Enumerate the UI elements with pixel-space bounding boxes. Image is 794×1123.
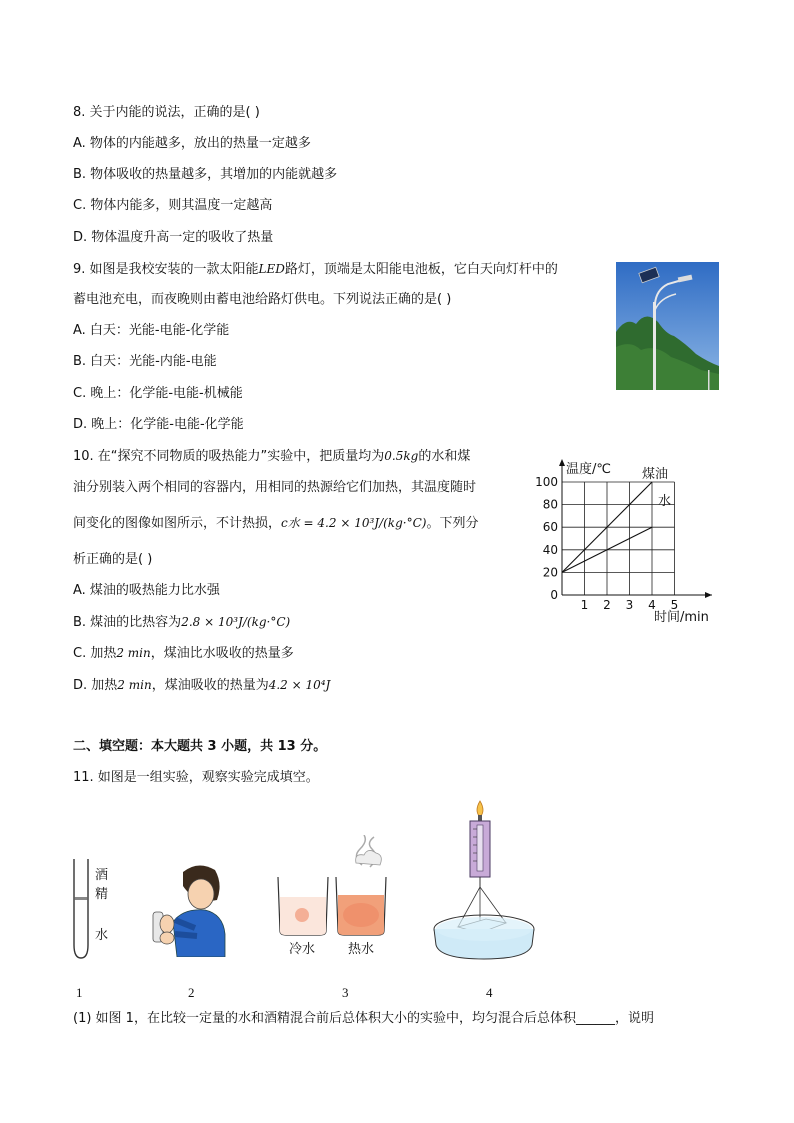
street-lamp-photo — [616, 262, 719, 390]
y-tick-label: 20 — [542, 565, 558, 580]
q11-subquestion-1: (1) 如图 1，在比较一定量的水和酒精混合前后总体积大小的实验中，均匀混合后总体积______，说明 — [73, 1011, 654, 1026]
q9-option-a: A. 白天：光能-电能-化学能 — [73, 323, 230, 338]
q8-option-a: A. 物体的内能越多，放出的热量一定越多 — [73, 136, 311, 151]
y-tick-label: 80 — [542, 497, 558, 512]
x-tick-label: 4 — [648, 598, 656, 612]
y-axis-label: 温度/℃ — [566, 462, 611, 477]
figure-number-4: 4 — [486, 985, 493, 1000]
q10-stem-line4: 析正确的是( ) — [73, 552, 153, 567]
figure-2-child-shaking-tube — [143, 862, 228, 957]
figure-4-spring-scale-water — [430, 795, 550, 965]
y-axis-arrow — [559, 459, 565, 466]
y-tick-label: 60 — [542, 520, 558, 535]
y-tick-label: 40 — [542, 542, 558, 557]
temperature-time-chart — [530, 455, 730, 630]
series-label: 水 — [658, 494, 672, 510]
q8-option-d: D. 物体温度升高一定的吸收了热量 — [73, 230, 274, 245]
x-axis-arrow — [705, 592, 712, 598]
q8-stem: 8. 关于内能的说法，正确的是( ) — [73, 105, 260, 120]
figure-3-hot-water-label: 热水 — [348, 942, 375, 957]
q10-stem-line1: 10. 在“探究不同物质的吸热能力”实验中，把质量均为0.5kg的水和煤 — [73, 449, 471, 464]
x-tick-label: 1 — [580, 598, 589, 612]
q9-option-c: C. 晚上：化学能-电能-机械能 — [73, 386, 243, 401]
q9-option-d: D. 晚上：化学能-电能-化学能 — [73, 417, 244, 432]
figure-number-1: 1 — [76, 985, 83, 1000]
figure-3-beakers — [272, 835, 392, 940]
section-heading: 二、填空题：本大题共 3 小题，共 13 分。 — [73, 739, 327, 754]
q9-stem-line1: 9. 如图是我校安装的一款太阳能LED路灯，顶端是太阳能电池板，它白天向灯杆中的 — [73, 262, 558, 277]
q8-option-b: B. 物体吸收的热量越多，其增加的内能就越多 — [73, 167, 338, 182]
x-tick-label: 5 — [670, 598, 679, 612]
x-tick-label: 2 — [603, 598, 611, 612]
q9-option-b: B. 白天：光能-内能-电能 — [73, 354, 217, 369]
q10-option-b: B. 煤油的比热容为2.8 × 10³J/(kg·°C) — [73, 615, 291, 630]
series-label: 煤油 — [642, 467, 669, 482]
q10-option-c: C. 加热2 min，煤油比水吸收的热量多 — [73, 646, 294, 661]
q10-option-d: D. 加热2 min，煤油吸收的热量为4.2 × 10⁴J — [73, 678, 331, 693]
figure-1-water-label: 水 — [95, 928, 109, 943]
x-axis-label: 时间/min — [654, 610, 709, 625]
q10-stem-line2: 油分别装入两个相同的容器内，用相同的热源给它们加热，其温度随时 — [73, 480, 477, 495]
figure-number-3: 3 — [342, 985, 349, 1000]
q9-stem-line2: 蓄电池充电，而夜晚则由蓄电池给路灯供电。下列说法正确的是( ) — [73, 292, 452, 307]
x-tick-label: 3 — [625, 598, 634, 612]
y-tick-label: 100 — [535, 475, 558, 489]
y-tick-label: 0 — [550, 588, 558, 602]
figure-1-alcohol-label: 酒 精 — [95, 868, 109, 902]
q10-stem-line3: 间变化的图像如图所示，不计热损，c水 = 4.2 × 10³J/(kg·°C)。下列分 — [73, 516, 479, 531]
q11-stem: 11. 如图是一组实验，观察实验完成填空。 — [73, 770, 319, 785]
figure-3-cold-water-label: 冷水 — [289, 942, 316, 957]
figure-number-2: 2 — [188, 985, 195, 1000]
q10-option-a: A. 煤油的吸热能力比水强 — [73, 583, 220, 598]
q8-option-c: C. 物体内能多，则其温度一定越高 — [73, 198, 273, 213]
